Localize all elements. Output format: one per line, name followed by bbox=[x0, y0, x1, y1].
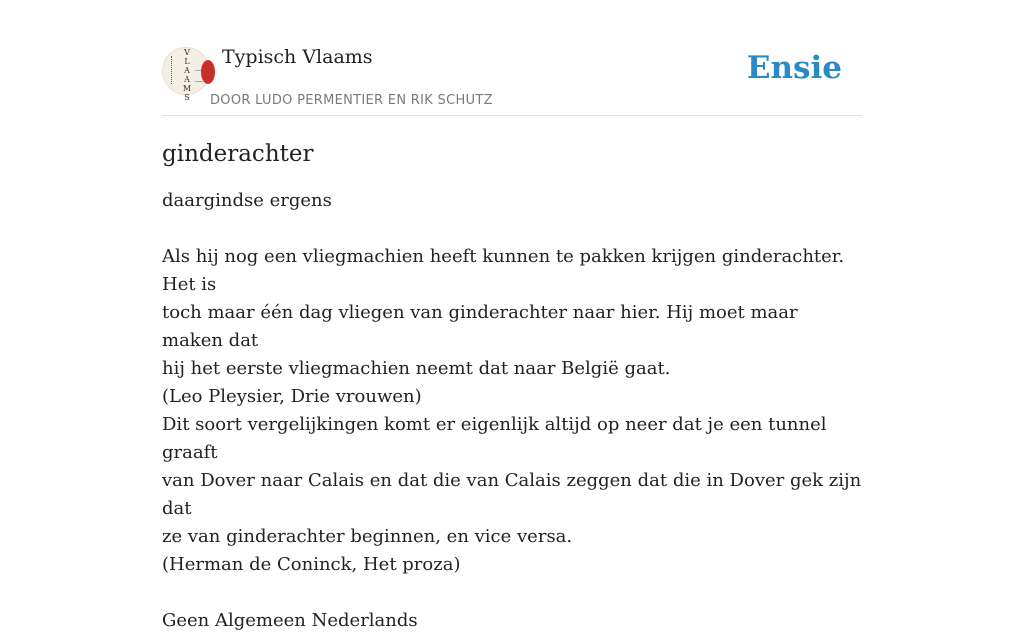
entry-definition: daargindse ergens bbox=[162, 190, 332, 211]
header bbox=[162, 44, 862, 116]
quote-source: (Herman de Coninck, Het proza) bbox=[162, 554, 461, 575]
entry-usage-label: Geen Algemeen Nederlands bbox=[162, 610, 418, 631]
quote-line: Dit soort vergelijkingen komt er eigenlijk altijd op neer dat je een tunnel graaft bbox=[162, 414, 827, 463]
logo-decoration bbox=[171, 56, 175, 84]
quote-line: Als hij nog een vliegmachien heeft kunnen te pakken krijgen ginderachter. Het is bbox=[162, 246, 845, 295]
book-title[interactable]: Typisch Vlaams bbox=[222, 46, 373, 68]
logo-red-accent bbox=[201, 60, 215, 84]
quote-source: (Leo Pleysier, Drie vrouwen) bbox=[162, 386, 422, 407]
quote-line: van Dover naar Calais en dat die van Calais zeggen dat die in Dover gek zijn dat bbox=[162, 470, 862, 519]
entry-quotes bbox=[162, 243, 862, 579]
entry-content bbox=[162, 136, 862, 635]
brand-logo[interactable]: Ensie bbox=[746, 50, 842, 86]
book-cover-logo[interactable] bbox=[162, 47, 210, 102]
quote-line: toch maar één dag vliegen van ginderachter naar hier. Hij moet maar maken dat bbox=[162, 302, 798, 351]
quote-line: hij het eerste vliegmachien neemt dat naar België gaat. bbox=[162, 358, 671, 379]
entry-title: ginderachter bbox=[162, 141, 314, 167]
quote-line: ze van ginderachter beginnen, en vice versa. bbox=[162, 526, 573, 547]
book-authors: DOOR LUDO PERMENTIER EN RIK SCHUTZ bbox=[210, 93, 493, 108]
logo-text: V L A A M S bbox=[182, 48, 192, 102]
